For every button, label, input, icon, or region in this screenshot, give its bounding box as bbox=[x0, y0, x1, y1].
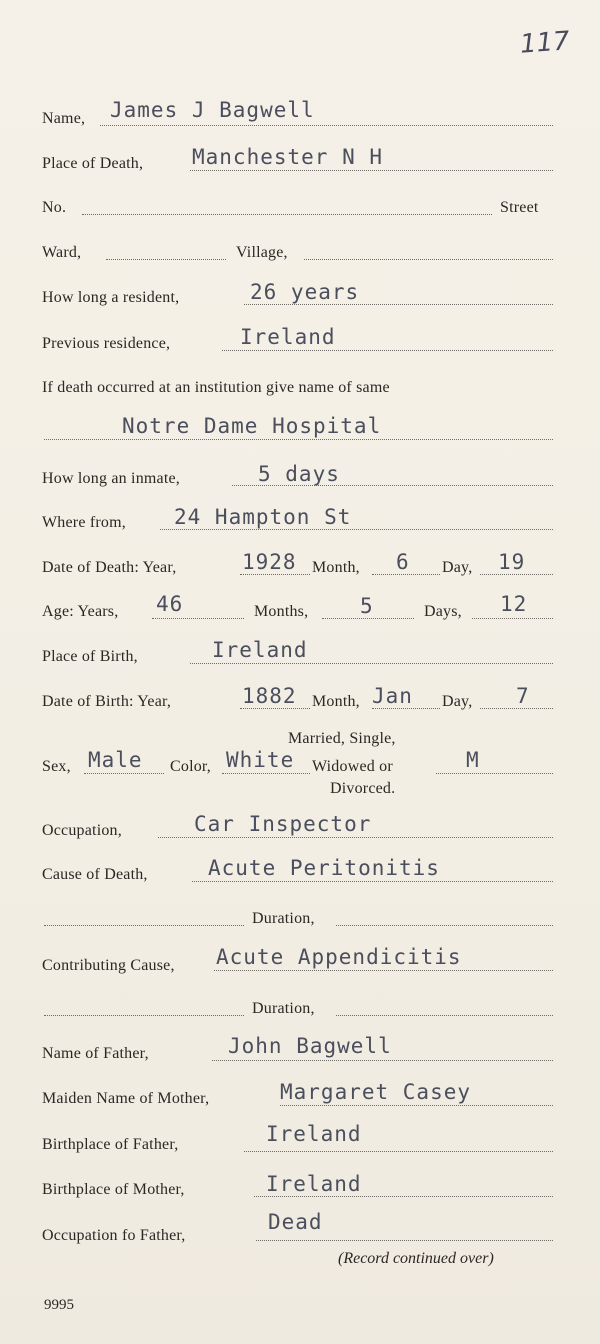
mother-maiden-label: Maiden Name of Mother, bbox=[42, 1090, 210, 1107]
no-line bbox=[82, 214, 492, 215]
where-from-value: 24 Hampton St bbox=[174, 505, 352, 529]
duration2-line bbox=[336, 1015, 553, 1016]
birth-month-line bbox=[372, 708, 440, 709]
ward-line bbox=[106, 259, 226, 260]
birth-day-value: 7 bbox=[516, 684, 530, 708]
ward-label: Ward, bbox=[42, 244, 82, 261]
widowed-or-label: Widowed or bbox=[312, 758, 393, 775]
duration2-prefix-line bbox=[44, 1015, 244, 1016]
duration-prefix-line bbox=[44, 925, 244, 926]
age-years-value: 46 bbox=[156, 592, 184, 616]
where-from-label: Where from, bbox=[42, 514, 126, 531]
father-occupation-value: Dead bbox=[268, 1210, 323, 1234]
father-birthplace-line bbox=[244, 1151, 553, 1152]
marital-line bbox=[436, 773, 553, 774]
village-label: Village, bbox=[236, 244, 288, 261]
place-of-death-line bbox=[190, 170, 553, 171]
birth-day-line bbox=[480, 708, 553, 709]
birth-year-line bbox=[240, 708, 310, 709]
village-line bbox=[304, 259, 553, 260]
previous-residence-line bbox=[222, 350, 553, 351]
color-line bbox=[222, 773, 310, 774]
death-day-label: Day, bbox=[442, 559, 473, 576]
death-year-line bbox=[240, 574, 310, 575]
married-single-label: Married, Single, bbox=[288, 730, 396, 747]
death-month-value: 6 bbox=[396, 550, 410, 574]
duration-label: Duration, bbox=[252, 910, 315, 927]
occupation-value: Car Inspector bbox=[194, 812, 372, 836]
mother-birthplace-value: Ireland bbox=[266, 1172, 362, 1196]
institution-value: Notre Dame Hospital bbox=[122, 414, 382, 438]
record-continued-note: (Record continued over) bbox=[338, 1250, 494, 1267]
mother-maiden-line bbox=[280, 1105, 553, 1106]
birth-month-label: Month, bbox=[312, 693, 360, 710]
date-of-death-label: Date of Death: Year, bbox=[42, 559, 177, 576]
age-days-line bbox=[472, 618, 553, 619]
institution-line bbox=[44, 439, 553, 440]
occupation-line bbox=[158, 837, 553, 838]
age-months-line bbox=[322, 618, 414, 619]
occupation-label: Occupation, bbox=[42, 822, 122, 839]
cause-of-death-value: Acute Peritonitis bbox=[208, 856, 440, 880]
form-number: 9995 bbox=[44, 1297, 74, 1313]
street-label: Street bbox=[500, 199, 539, 216]
age-days-label: Days, bbox=[424, 603, 462, 620]
mother-maiden-value: Margaret Casey bbox=[280, 1080, 472, 1104]
birth-year-value: 1882 bbox=[242, 684, 297, 708]
death-day-value: 19 bbox=[498, 550, 526, 574]
duration2-label: Duration, bbox=[252, 1000, 315, 1017]
place-of-death-value: Manchester N H bbox=[192, 145, 384, 169]
father-name-value: John Bagwell bbox=[228, 1034, 392, 1058]
death-year-value: 1928 bbox=[242, 550, 297, 574]
divorced-label: Divorced. bbox=[330, 780, 396, 797]
sex-line bbox=[84, 773, 164, 774]
age-months-label: Months, bbox=[254, 603, 309, 620]
father-birthplace-label: Birthplace of Father, bbox=[42, 1136, 179, 1153]
father-birthplace-value: Ireland bbox=[266, 1122, 362, 1146]
death-day-line bbox=[480, 574, 553, 575]
cause-of-death-label: Cause of Death, bbox=[42, 866, 148, 883]
name-label: Name, bbox=[42, 110, 86, 127]
age-months-value: 5 bbox=[360, 594, 374, 618]
father-occupation-line bbox=[256, 1240, 553, 1241]
how-long-inmate-label: How long an inmate, bbox=[42, 470, 180, 487]
institution-prompt: If death occurred at an institution give name of same bbox=[42, 379, 390, 396]
death-month-label: Month, bbox=[312, 559, 360, 576]
sex-label: Sex, bbox=[42, 758, 71, 775]
duration-line bbox=[336, 925, 553, 926]
place-of-death-label: Place of Death, bbox=[42, 155, 144, 172]
color-value: White bbox=[226, 748, 295, 772]
previous-residence-value: Ireland bbox=[240, 325, 336, 349]
previous-residence-label: Previous residence, bbox=[42, 335, 171, 352]
color-label: Color, bbox=[170, 758, 212, 775]
contributing-cause-value: Acute Appendicitis bbox=[216, 945, 462, 969]
date-of-birth-label: Date of Birth: Year, bbox=[42, 693, 172, 710]
no-label: No. bbox=[42, 199, 67, 216]
father-name-label: Name of Father, bbox=[42, 1045, 149, 1062]
how-long-resident-line bbox=[244, 304, 553, 305]
corner-number: 117 bbox=[519, 26, 571, 60]
place-of-birth-label: Place of Birth, bbox=[42, 648, 138, 665]
birth-month-value: Jan bbox=[372, 684, 413, 708]
death-month-line bbox=[372, 574, 440, 575]
age-years-line bbox=[152, 618, 244, 619]
place-of-birth-value: Ireland bbox=[212, 638, 308, 662]
name-value: James J Bagwell bbox=[110, 98, 315, 122]
marital-value: M bbox=[466, 748, 480, 772]
contributing-cause-label: Contributing Cause, bbox=[42, 957, 175, 974]
mother-birthplace-line bbox=[254, 1196, 553, 1197]
age-years-label: Age: Years, bbox=[42, 603, 119, 620]
how-long-resident-value: 26 years bbox=[250, 280, 360, 304]
mother-birthplace-label: Birthplace of Mother, bbox=[42, 1181, 185, 1198]
how-long-resident-label: How long a resident, bbox=[42, 289, 180, 306]
contributing-cause-line bbox=[214, 970, 553, 971]
age-days-value: 12 bbox=[500, 592, 528, 616]
name-line bbox=[100, 125, 553, 126]
father-occupation-label: Occupation fo Father, bbox=[42, 1227, 186, 1244]
father-name-line bbox=[212, 1060, 553, 1061]
cause-of-death-line bbox=[192, 881, 553, 882]
birth-day-label: Day, bbox=[442, 693, 473, 710]
where-from-line bbox=[160, 529, 553, 530]
place-of-birth-line bbox=[190, 663, 553, 664]
sex-value: Male bbox=[88, 748, 143, 772]
how-long-inmate-value: 5 days bbox=[258, 462, 340, 486]
